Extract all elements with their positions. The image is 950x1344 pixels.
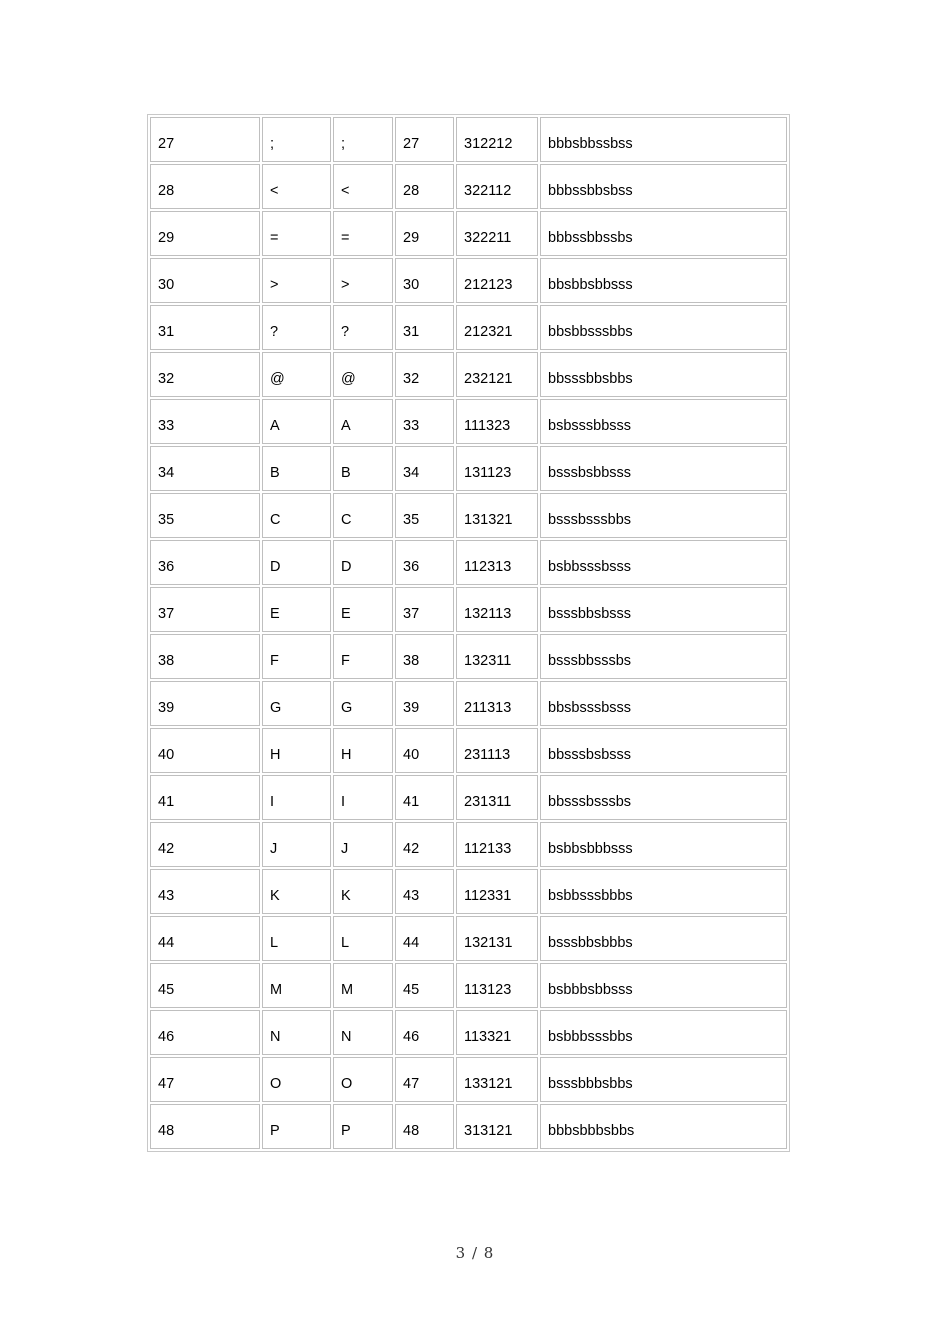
cell-text: bsssbsbbsss bbox=[548, 465, 632, 481]
cell-text: bsbbsbbbsss bbox=[548, 841, 633, 857]
pattern-cell bbox=[456, 1057, 538, 1102]
cell-text: 232121 bbox=[464, 371, 513, 387]
value-cell bbox=[150, 258, 260, 303]
value-cell bbox=[150, 446, 260, 491]
cell-text: 131321 bbox=[464, 512, 513, 528]
bar-space-cell bbox=[540, 211, 787, 256]
cell-text: < bbox=[270, 183, 279, 199]
cell-text: 28 bbox=[158, 183, 175, 199]
bar-space-cell bbox=[540, 1104, 787, 1149]
value-cell bbox=[150, 305, 260, 350]
value-c-cell bbox=[395, 634, 454, 679]
value-cell bbox=[150, 916, 260, 961]
value-cell bbox=[150, 1010, 260, 1055]
cell-text: 45 bbox=[158, 982, 175, 998]
char-b-cell bbox=[333, 869, 393, 914]
page-number: 3 / 8 bbox=[455, 1244, 495, 1262]
bar-space-cell bbox=[540, 1057, 787, 1102]
cell-text: H bbox=[341, 747, 352, 763]
table-row bbox=[150, 916, 787, 961]
bar-space-cell bbox=[540, 775, 787, 820]
cell-text: K bbox=[270, 888, 280, 904]
cell-text: @ bbox=[341, 371, 356, 387]
value-c-cell bbox=[395, 728, 454, 773]
char-a-cell bbox=[262, 1010, 331, 1055]
char-b-cell bbox=[333, 211, 393, 256]
cell-text: 38 bbox=[403, 653, 420, 669]
cell-text: H bbox=[270, 747, 281, 763]
char-b-cell bbox=[333, 963, 393, 1008]
cell-text: F bbox=[270, 653, 279, 669]
cell-text: 47 bbox=[403, 1076, 420, 1092]
cell-text: > bbox=[270, 277, 279, 293]
table-row bbox=[150, 211, 787, 256]
cell-text: bsssbbsssbs bbox=[548, 653, 632, 669]
pattern-cell bbox=[456, 869, 538, 914]
bar-space-cell bbox=[540, 399, 787, 444]
cell-text: 40 bbox=[403, 747, 420, 763]
cell-text: 112313 bbox=[464, 559, 512, 575]
value-c-cell bbox=[395, 117, 454, 162]
cell-text: bbsssbsbsss bbox=[548, 747, 632, 763]
cell-text: K bbox=[341, 888, 351, 904]
char-b-cell bbox=[333, 634, 393, 679]
value-c-cell bbox=[395, 681, 454, 726]
cell-text: O bbox=[341, 1076, 353, 1092]
char-a-cell bbox=[262, 258, 331, 303]
cell-text: 32 bbox=[403, 371, 420, 387]
char-a-cell bbox=[262, 352, 331, 397]
bar-space-cell bbox=[540, 117, 787, 162]
char-b-cell bbox=[333, 399, 393, 444]
cell-text: 48 bbox=[403, 1123, 420, 1139]
pattern-cell bbox=[456, 399, 538, 444]
pattern-cell bbox=[456, 258, 538, 303]
pattern-cell bbox=[456, 352, 538, 397]
pattern-cell bbox=[456, 493, 538, 538]
cell-text: 44 bbox=[158, 935, 175, 951]
cell-text: 39 bbox=[403, 700, 420, 716]
cell-text: 45 bbox=[403, 982, 420, 998]
value-cell bbox=[150, 587, 260, 632]
cell-text: 42 bbox=[158, 841, 175, 857]
cell-text: bbsssbsssbs bbox=[548, 794, 632, 810]
cell-text: bsssbbsbsss bbox=[548, 606, 632, 622]
cell-text: 36 bbox=[158, 559, 175, 575]
cell-text: 41 bbox=[403, 794, 420, 810]
cell-text: 231113 bbox=[464, 747, 511, 763]
value-c-cell bbox=[395, 587, 454, 632]
cell-text: E bbox=[341, 606, 351, 622]
cell-text: bsssbbsbbbs bbox=[548, 935, 633, 951]
bar-space-cell bbox=[540, 634, 787, 679]
cell-text: bbsbbsssbbs bbox=[548, 324, 633, 340]
value-cell bbox=[150, 681, 260, 726]
char-b-cell bbox=[333, 587, 393, 632]
char-a-cell bbox=[262, 117, 331, 162]
cell-text: ; bbox=[341, 136, 346, 152]
pattern-cell bbox=[456, 211, 538, 256]
cell-text: 33 bbox=[158, 418, 175, 434]
cell-text: P bbox=[270, 1123, 280, 1139]
cell-text: 42 bbox=[403, 841, 420, 857]
cell-text: 211313 bbox=[464, 700, 512, 716]
cell-text: O bbox=[270, 1076, 282, 1092]
value-c-cell bbox=[395, 164, 454, 209]
cell-text: 43 bbox=[403, 888, 420, 904]
value-c-cell bbox=[395, 1057, 454, 1102]
cell-text: A bbox=[270, 418, 280, 434]
cell-text: N bbox=[270, 1029, 281, 1045]
table-row bbox=[150, 681, 787, 726]
char-a-cell bbox=[262, 681, 331, 726]
char-b-cell bbox=[333, 164, 393, 209]
cell-text: 322211 bbox=[464, 230, 512, 246]
cell-text: bbbssbbssbs bbox=[548, 230, 633, 246]
table-row bbox=[150, 963, 787, 1008]
pattern-cell bbox=[456, 634, 538, 679]
value-c-cell bbox=[395, 258, 454, 303]
pattern-cell bbox=[456, 587, 538, 632]
value-cell bbox=[150, 211, 260, 256]
pattern-cell bbox=[456, 446, 538, 491]
cell-text: B bbox=[341, 465, 351, 481]
cell-text: bbbssbbsbss bbox=[548, 183, 633, 199]
value-cell bbox=[150, 775, 260, 820]
cell-text: 322112 bbox=[464, 183, 512, 199]
value-cell bbox=[150, 399, 260, 444]
value-c-cell bbox=[395, 399, 454, 444]
char-b-cell bbox=[333, 1010, 393, 1055]
table-row bbox=[150, 728, 787, 773]
cell-text: B bbox=[270, 465, 280, 481]
cell-text: bsbbbsssbbs bbox=[548, 1029, 633, 1045]
cell-text: > bbox=[341, 277, 350, 293]
char-a-cell bbox=[262, 1057, 331, 1102]
cell-text: 47 bbox=[158, 1076, 175, 1092]
table-row bbox=[150, 775, 787, 820]
char-a-cell bbox=[262, 164, 331, 209]
char-a-cell bbox=[262, 587, 331, 632]
cell-text: 112133 bbox=[464, 841, 512, 857]
bar-space-cell bbox=[540, 493, 787, 538]
bar-space-cell bbox=[540, 587, 787, 632]
bar-space-cell bbox=[540, 963, 787, 1008]
value-cell bbox=[150, 728, 260, 773]
cell-text: 212321 bbox=[464, 324, 513, 340]
bar-space-cell bbox=[540, 916, 787, 961]
cell-text: D bbox=[341, 559, 352, 575]
cell-text: 41 bbox=[158, 794, 175, 810]
table-row bbox=[150, 869, 787, 914]
cell-text: 133121 bbox=[464, 1076, 513, 1092]
cell-text: N bbox=[341, 1029, 352, 1045]
cell-text: 31 bbox=[158, 324, 175, 340]
value-cell bbox=[150, 1104, 260, 1149]
table-row bbox=[150, 258, 787, 303]
pattern-cell bbox=[456, 117, 538, 162]
char-b-cell bbox=[333, 258, 393, 303]
cell-text: bsbbsssbsss bbox=[548, 559, 632, 575]
cell-text: M bbox=[341, 982, 354, 998]
value-c-cell bbox=[395, 869, 454, 914]
value-c-cell bbox=[395, 775, 454, 820]
char-b-cell bbox=[333, 822, 393, 867]
value-c-cell bbox=[395, 305, 454, 350]
value-c-cell bbox=[395, 540, 454, 585]
cell-text: 131123 bbox=[464, 465, 512, 481]
table-row bbox=[150, 446, 787, 491]
value-cell bbox=[150, 963, 260, 1008]
pattern-cell bbox=[456, 1104, 538, 1149]
table-row bbox=[150, 1057, 787, 1102]
cell-text: < bbox=[341, 183, 350, 199]
char-a-cell bbox=[262, 399, 331, 444]
cell-text: 113123 bbox=[464, 982, 512, 998]
code-table bbox=[147, 114, 790, 1152]
table-row bbox=[150, 540, 787, 585]
value-cell bbox=[150, 1057, 260, 1102]
cell-text: 37 bbox=[158, 606, 175, 622]
cell-text: ? bbox=[270, 324, 279, 340]
table-row bbox=[150, 1104, 787, 1149]
char-a-cell bbox=[262, 916, 331, 961]
cell-text: bbsbsssbsss bbox=[548, 700, 632, 716]
cell-text: 48 bbox=[158, 1123, 175, 1139]
cell-text: 35 bbox=[158, 512, 175, 528]
cell-text: 34 bbox=[403, 465, 420, 481]
cell-text: C bbox=[270, 512, 281, 528]
cell-text: @ bbox=[270, 371, 285, 387]
cell-text: ? bbox=[341, 324, 350, 340]
bar-space-cell bbox=[540, 869, 787, 914]
char-a-cell bbox=[262, 775, 331, 820]
pattern-cell bbox=[456, 305, 538, 350]
code-table-body bbox=[150, 117, 787, 1149]
bar-space-cell bbox=[540, 446, 787, 491]
table-row bbox=[150, 352, 787, 397]
cell-text: J bbox=[270, 841, 278, 857]
cell-text: E bbox=[270, 606, 280, 622]
value-cell bbox=[150, 352, 260, 397]
cell-text: I bbox=[341, 794, 346, 810]
cell-text: 31 bbox=[403, 324, 420, 340]
cell-text: 111323 bbox=[464, 418, 511, 434]
cell-text: 113321 bbox=[464, 1029, 512, 1045]
cell-text: 112331 bbox=[464, 888, 512, 904]
cell-text: bsbsssbbsss bbox=[548, 418, 632, 434]
value-cell bbox=[150, 822, 260, 867]
cell-text: 35 bbox=[403, 512, 420, 528]
cell-text: 27 bbox=[158, 136, 175, 152]
char-b-cell bbox=[333, 493, 393, 538]
bar-space-cell bbox=[540, 1010, 787, 1055]
cell-text: 27 bbox=[403, 136, 420, 152]
char-a-cell bbox=[262, 728, 331, 773]
pattern-cell bbox=[456, 1010, 538, 1055]
cell-text: 40 bbox=[158, 747, 175, 763]
cell-text: L bbox=[341, 935, 350, 951]
table-row bbox=[150, 305, 787, 350]
char-a-cell bbox=[262, 963, 331, 1008]
table-row bbox=[150, 117, 787, 162]
pattern-cell bbox=[456, 963, 538, 1008]
pattern-cell bbox=[456, 164, 538, 209]
cell-text: bsssbsssbbs bbox=[548, 512, 632, 528]
value-cell bbox=[150, 117, 260, 162]
cell-text: = bbox=[341, 230, 350, 246]
char-a-cell bbox=[262, 869, 331, 914]
cell-text: 32 bbox=[158, 371, 175, 387]
value-c-cell bbox=[395, 822, 454, 867]
bar-space-cell bbox=[540, 728, 787, 773]
value-c-cell bbox=[395, 352, 454, 397]
cell-text: F bbox=[341, 653, 350, 669]
cell-text: 28 bbox=[403, 183, 420, 199]
cell-text: 44 bbox=[403, 935, 420, 951]
pattern-cell bbox=[456, 681, 538, 726]
char-b-cell bbox=[333, 540, 393, 585]
pattern-cell bbox=[456, 540, 538, 585]
cell-text: = bbox=[270, 230, 279, 246]
cell-text: 231311 bbox=[464, 794, 512, 810]
value-cell bbox=[150, 493, 260, 538]
char-b-cell bbox=[333, 916, 393, 961]
table-row bbox=[150, 493, 787, 538]
cell-text: G bbox=[341, 700, 353, 716]
char-b-cell bbox=[333, 775, 393, 820]
cell-text: bbsssbbsbbs bbox=[548, 371, 633, 387]
cell-text: G bbox=[270, 700, 282, 716]
cell-text: bbsbbsbbsss bbox=[548, 277, 633, 293]
char-a-cell bbox=[262, 493, 331, 538]
value-c-cell bbox=[395, 211, 454, 256]
cell-text: bbbsbbssbss bbox=[548, 136, 633, 152]
cell-text: ; bbox=[270, 136, 275, 152]
cell-text: 38 bbox=[158, 653, 175, 669]
cell-text: A bbox=[341, 418, 351, 434]
char-b-cell bbox=[333, 352, 393, 397]
cell-text: L bbox=[270, 935, 279, 951]
char-b-cell bbox=[333, 1057, 393, 1102]
cell-text: 212123 bbox=[464, 277, 513, 293]
cell-text: M bbox=[270, 982, 283, 998]
bar-space-cell bbox=[540, 822, 787, 867]
cell-text: J bbox=[341, 841, 349, 857]
char-a-cell bbox=[262, 1104, 331, 1149]
cell-text: bsssbbbsbbs bbox=[548, 1076, 633, 1092]
pattern-cell bbox=[456, 728, 538, 773]
table-row bbox=[150, 164, 787, 209]
value-cell bbox=[150, 634, 260, 679]
cell-text: 30 bbox=[158, 277, 175, 293]
cell-text: 132311 bbox=[464, 653, 512, 669]
cell-text: 29 bbox=[158, 230, 175, 246]
pattern-cell bbox=[456, 916, 538, 961]
bar-space-cell bbox=[540, 258, 787, 303]
table-row bbox=[150, 399, 787, 444]
table-row bbox=[150, 587, 787, 632]
cell-text: 39 bbox=[158, 700, 175, 716]
cell-text: 29 bbox=[403, 230, 420, 246]
value-cell bbox=[150, 540, 260, 585]
cell-text: 132113 bbox=[464, 606, 512, 622]
bar-space-cell bbox=[540, 164, 787, 209]
cell-text: bbbsbbbsbbs bbox=[548, 1123, 635, 1139]
char-a-cell bbox=[262, 540, 331, 585]
pattern-cell bbox=[456, 775, 538, 820]
bar-space-cell bbox=[540, 352, 787, 397]
char-b-cell bbox=[333, 728, 393, 773]
value-c-cell bbox=[395, 916, 454, 961]
char-a-cell bbox=[262, 822, 331, 867]
value-c-cell bbox=[395, 446, 454, 491]
bar-space-cell bbox=[540, 540, 787, 585]
cell-text: P bbox=[341, 1123, 351, 1139]
cell-text: bsbbbsbbsss bbox=[548, 982, 633, 998]
value-c-cell bbox=[395, 493, 454, 538]
bar-space-cell bbox=[540, 305, 787, 350]
value-c-cell bbox=[395, 1104, 454, 1149]
cell-text: 46 bbox=[403, 1029, 420, 1045]
char-b-cell bbox=[333, 681, 393, 726]
value-cell bbox=[150, 869, 260, 914]
char-b-cell bbox=[333, 446, 393, 491]
char-a-cell bbox=[262, 211, 331, 256]
char-a-cell bbox=[262, 305, 331, 350]
value-c-cell bbox=[395, 1010, 454, 1055]
table-row bbox=[150, 822, 787, 867]
cell-text: 33 bbox=[403, 418, 420, 434]
bar-space-cell bbox=[540, 681, 787, 726]
cell-text: D bbox=[270, 559, 281, 575]
cell-text: I bbox=[270, 794, 275, 810]
cell-text: 46 bbox=[158, 1029, 175, 1045]
value-cell bbox=[150, 164, 260, 209]
char-b-cell bbox=[333, 305, 393, 350]
char-b-cell bbox=[333, 1104, 393, 1149]
char-a-cell bbox=[262, 446, 331, 491]
cell-text: 37 bbox=[403, 606, 420, 622]
value-c-cell bbox=[395, 963, 454, 1008]
cell-text: 43 bbox=[158, 888, 175, 904]
cell-text: bsbbsssbbbs bbox=[548, 888, 633, 904]
cell-text: 36 bbox=[403, 559, 420, 575]
cell-text: 312212 bbox=[464, 136, 513, 152]
char-b-cell bbox=[333, 117, 393, 162]
cell-text: C bbox=[341, 512, 352, 528]
cell-text: 30 bbox=[403, 277, 420, 293]
cell-text: 132131 bbox=[464, 935, 513, 951]
cell-text: 313121 bbox=[464, 1123, 513, 1139]
cell-text: 34 bbox=[158, 465, 175, 481]
pattern-cell bbox=[456, 822, 538, 867]
char-a-cell bbox=[262, 634, 331, 679]
table-row bbox=[150, 1010, 787, 1055]
table-row bbox=[150, 634, 787, 679]
